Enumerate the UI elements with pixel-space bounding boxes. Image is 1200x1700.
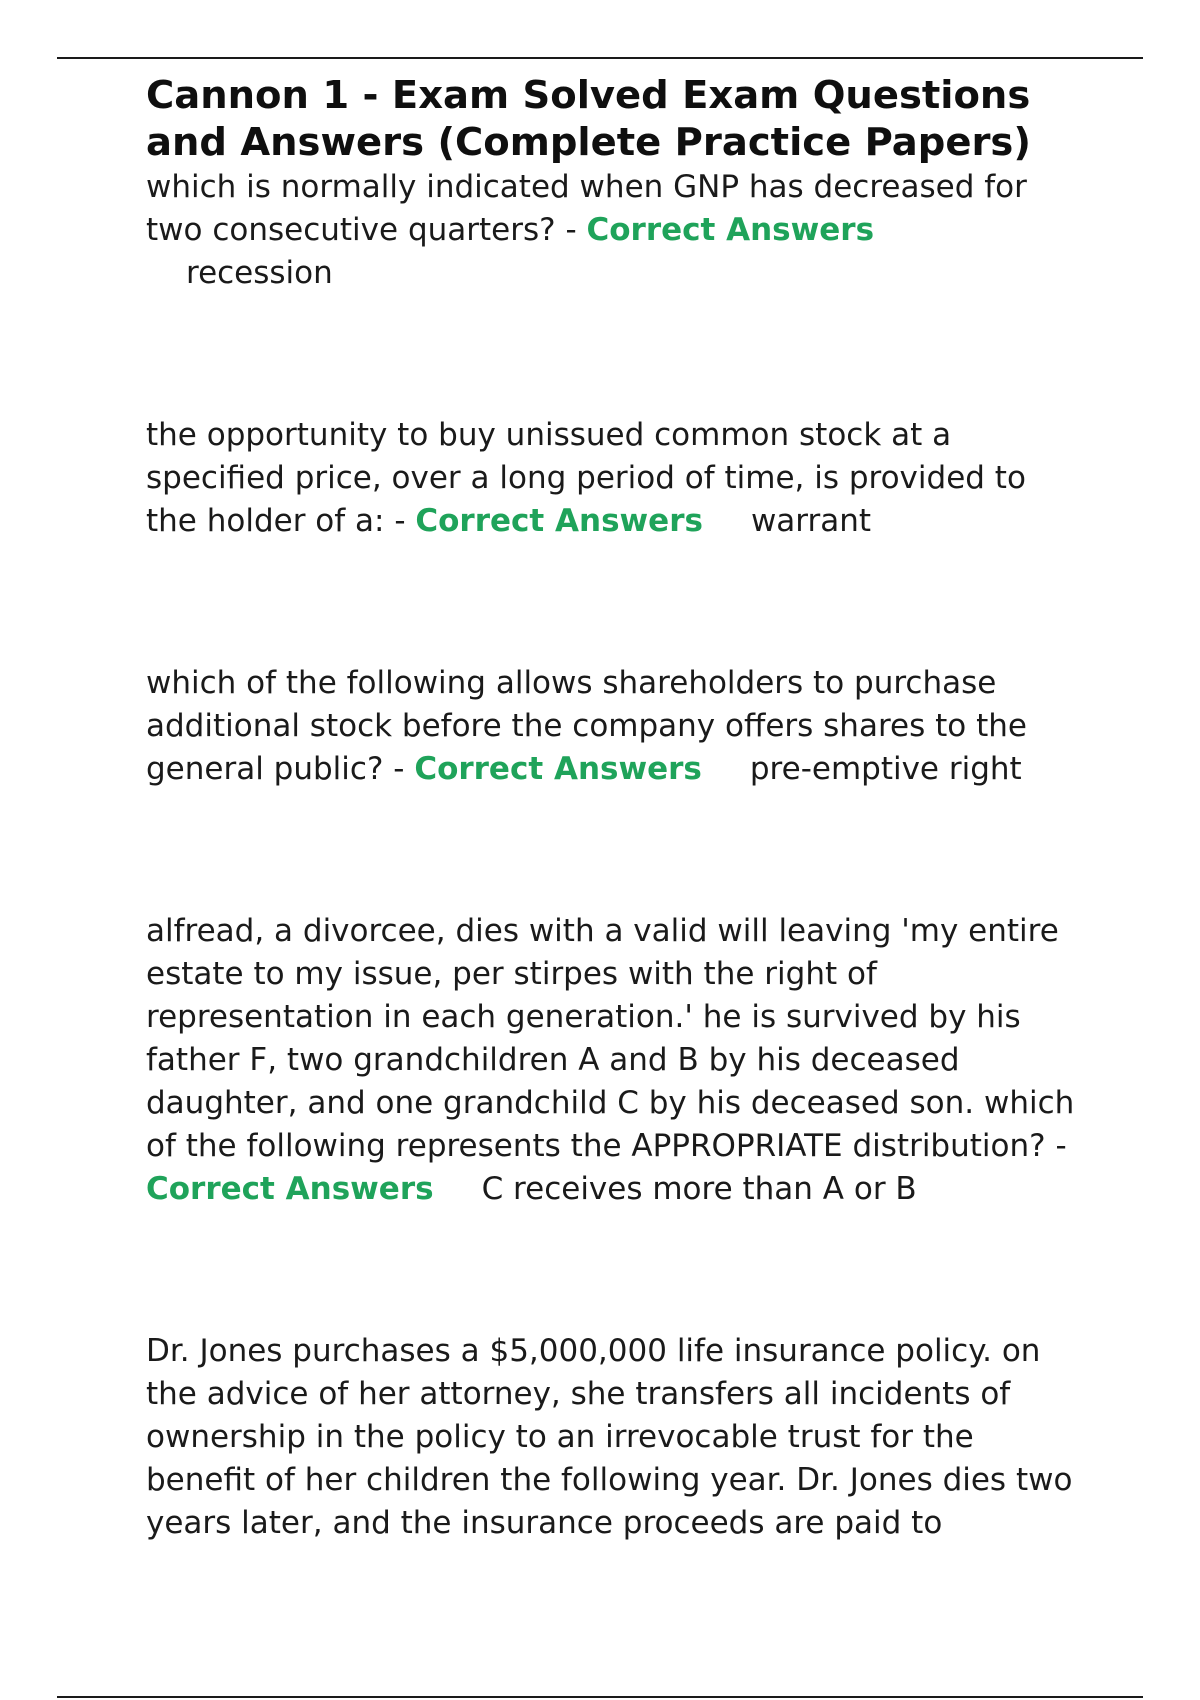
qa-item [146, 1330, 1086, 1545]
question-text: which of the following allows shareholders to purchase additional stock before the company offers shares to the general public? - [146, 665, 1027, 787]
question-text: which is normally indicated when GNP has decreased for two consecutive quarters? - [146, 169, 1027, 248]
answer-text: pre-emptive right [749, 751, 1022, 787]
answer-text: warrant [750, 503, 872, 539]
qa-item [146, 910, 1086, 1211]
qa-item [146, 662, 1086, 791]
correct-answers-label: Correct Answers [586, 212, 875, 248]
question-text: Dr. Jones purchases a $5,000,000 life insurance policy. on the advice of her attorney, she transfers all incidents of ownership in the policy to an irrevocable trust for the benefit of her children the following year. Dr. Jones dies two years later, and the insurance proceeds are paid to [146, 1333, 1073, 1541]
question-text: alfread, a divorcee, dies with a valid will leaving 'my entire estate to my issue, per stirpes with the right of representation in each generation.' he is survived by his father F, two grandchildren A and B by his deceased daughter, and one grandchild C by his deceased son. which of the following represents the APPROPRIATE distribution? - [146, 913, 1075, 1164]
answer-text: recession [186, 255, 333, 291]
top-rule [57, 57, 1143, 59]
document-title: Cannon 1 - Exam Solved Exam Questions and Answers (Complete Practice Papers) [146, 73, 1031, 165]
qa-item [146, 166, 1086, 295]
answer-text: C receives more than A or B [481, 1171, 917, 1207]
bottom-rule [57, 1696, 1143, 1698]
document-body [146, 72, 1086, 1545]
question-text: the opportunity to buy unissued common stock at a specified price, over a long period of time, is provided to the holder of a: - [146, 417, 1026, 539]
correct-answers-label: Correct Answers [415, 503, 703, 539]
correct-answers-label: Correct Answers [146, 1171, 434, 1207]
qa-item [146, 414, 1086, 543]
correct-answers-label: Correct Answers [414, 751, 702, 787]
